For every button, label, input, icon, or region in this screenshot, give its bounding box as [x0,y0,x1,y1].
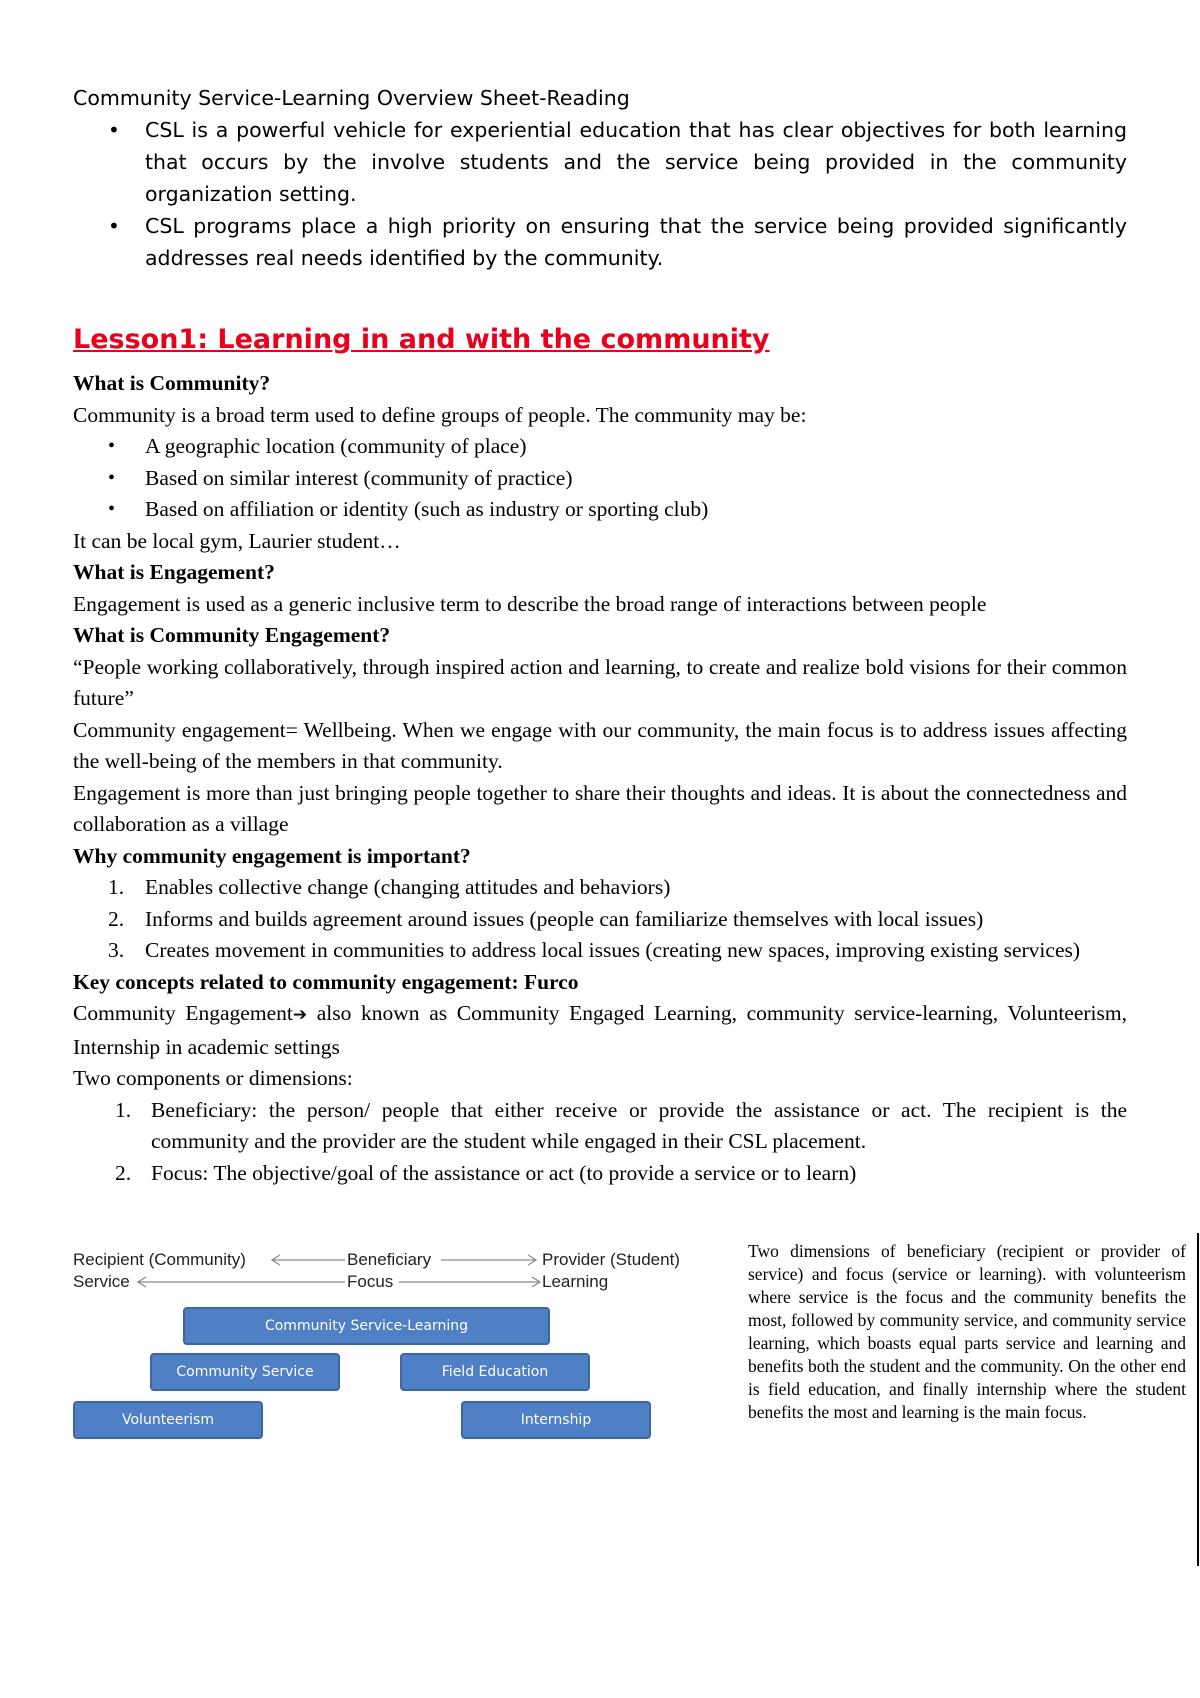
list-item: • Based on similar interest (community of practice) [73,463,1127,495]
provider-label: Provider (Student) [542,1250,680,1269]
margin-divider [1197,1233,1199,1566]
document-body [73,82,1127,1189]
bullet-icon: • [108,118,120,142]
key-concepts-heading: Key concepts related to community engagement: Furco [73,969,579,994]
box-community-service-learning: Community Service-Learning [183,1307,550,1345]
bullet-icon: • [108,214,120,238]
importance-heading: Why community engagement is important? [73,843,471,868]
beneficiary-label: Beneficiary [347,1250,432,1269]
engagement-heading: What is Engagement? [73,560,275,584]
intro-bullet-list [73,114,1127,274]
focus-label: Focus [347,1272,394,1291]
box-internship: Internship [461,1401,651,1439]
community-heading: What is Community? [73,371,271,395]
community-intro: Community is a broad term used to define groups of people. The community may be: [73,402,807,427]
list-item: 2. Informs and builds agreement around issues (people can familiarize themselves with local issues) [108,906,984,931]
community-bullet-list [73,431,1127,526]
list-item: 3. Creates movement in communities to address local issues (creating new spaces, improving existing services) [108,938,1081,962]
service-label: Service [73,1272,130,1291]
bullet-icon: • [108,498,116,520]
lesson-heading: Lesson1: Learning in and with the community [73,324,770,355]
box-volunteerism: Volunteerism [73,1401,263,1439]
bullet-icon: • [108,435,116,457]
learning-label: Learning [542,1272,609,1291]
community-note: It can be local gym, Laurier student… [73,528,401,553]
list-item: • CSL is a powerful vehicle for experiential education that has clear objectives for both learning that occurs by the involve students and the service being provided in the community organization setting. [73,114,1127,210]
community-engagement-paragraph: Engagement is more than just bringing people together to share their thoughts and ideas. It is about the connectedness and collaboration as a village [73,780,1127,836]
diagram-explanation: Two dimensions of beneficiary (recipient or provider of service) and focus (service or learning). with volunteerism where service is the focus and the community benefits the most, followed by community service, and community service learning, which boasts equal parts service and learning and benefits both the student and the community. On the other end is field education, and finally internship where the student benefits the most and learning is the main focus. [748,1241,1186,1422]
importance-list [73,872,1127,967]
key-concepts-paragraph: Community Engagement➔ also known as Community Engaged Learning, community service-learning, Volunteerism, Internship in academic settings [73,1001,1127,1059]
arrow-right-icon: ➔ [292,1005,308,1025]
dimensions-intro: Two components or dimensions: [73,1066,353,1090]
box-community-service: Community Service [150,1353,340,1391]
engagement-text: Engagement is used as a generic inclusive term to describe the broad range of interactions between people [73,591,987,616]
list-item: 1. Enables collective change (changing attitudes and behaviors) [108,875,671,899]
community-engagement-heading: What is Community Engagement? [73,623,391,647]
community-engagement-paragraph: Community engagement= Wellbeing. When we engage with our community, the main focus is to address issues affecting the well-being of the members in that community. [73,717,1127,773]
list-item: • CSL programs place a high priority on ensuring that the service being provided significantly addresses real needs identified by the community. [73,210,1127,274]
list-item: 1. Beneficiary: the person/ people that either receive or provide the assistance or act. The recipient is the community and the provider are the student while engaged in their CSL placement. [115,1097,1127,1153]
box-field-education: Field Education [400,1353,590,1391]
recipient-label: Recipient (Community) [73,1250,246,1269]
list-item: 2. Focus: The objective/goal of the assistance or act (to provide a service or to learn) [115,1160,857,1185]
lesson-content [73,368,1127,1189]
list-item: • A geographic location (community of place) [73,431,1127,463]
community-engagement-quote: “People working collaboratively, through inspired action and learning, to create and realize bold visions for their common future” [73,654,1127,710]
doc-title: Community Service-Learning Overview Sheet-Reading [73,86,630,110]
bullet-icon: • [108,466,116,489]
csl-continuum-diagram [73,1248,713,1468]
list-item: • Based on affiliation or identity (such as industry or sporting club) [73,494,1127,526]
dimensions-list [73,1095,1127,1190]
